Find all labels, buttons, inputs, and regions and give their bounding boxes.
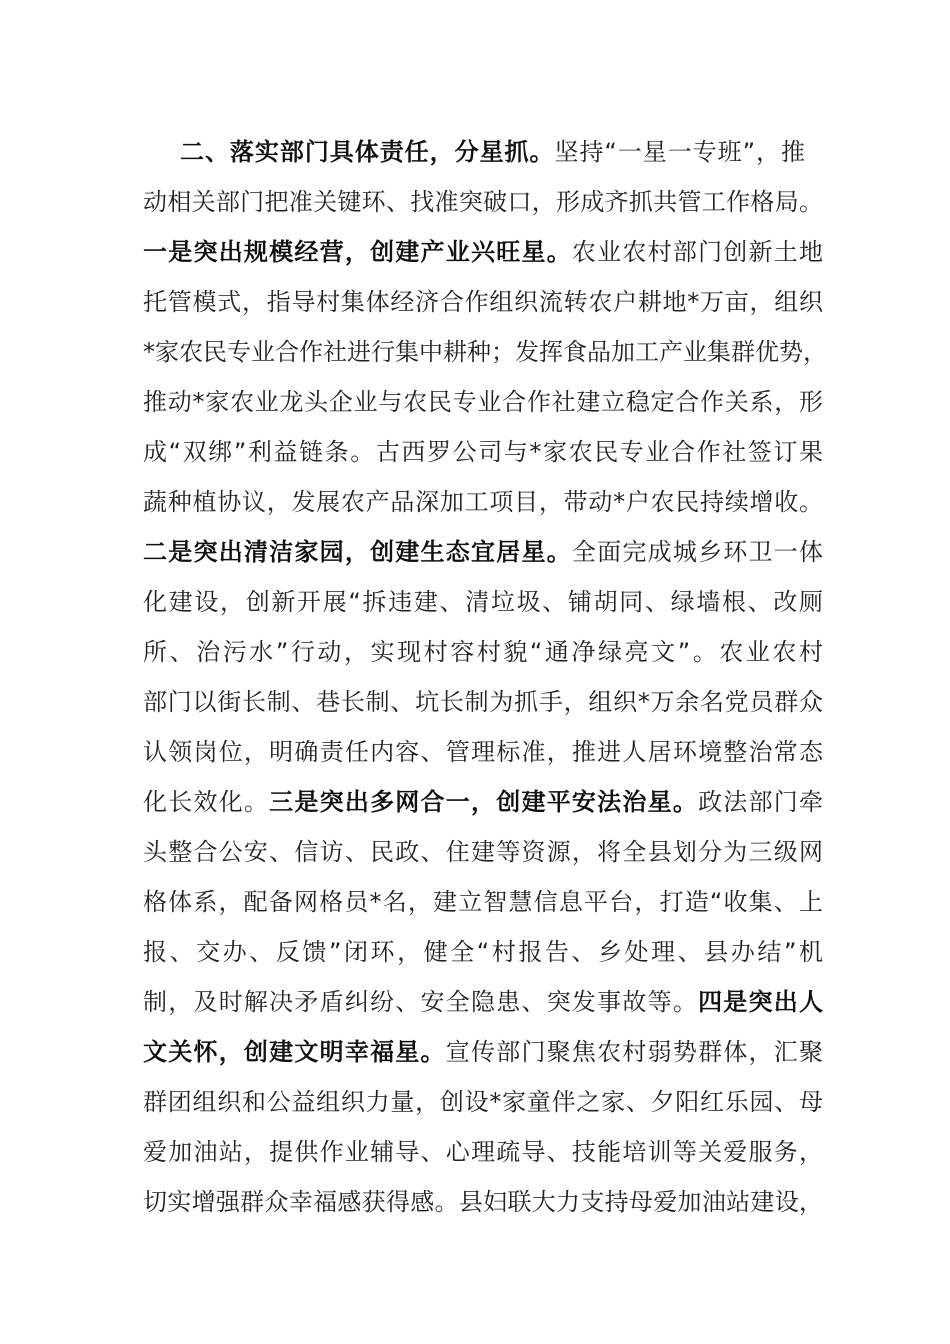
text-line xyxy=(143,627,823,677)
bold-heading-text: 文关怀，创建文明幸福星。 xyxy=(143,1038,446,1066)
text-line xyxy=(143,577,823,627)
body-text: 托管模式，指导村集体经济合作组织流转农户耕地*万亩，组织 xyxy=(143,288,823,316)
bold-heading-text: 一是突出规模经营，创建产业兴旺星。 xyxy=(143,238,572,266)
bold-heading-text: 二、落实部门具体责任，分星抓。 xyxy=(180,138,555,166)
body-text: 成“双绑”利益链条。古西罗公司与*家农民专业合作社签订果 xyxy=(143,438,823,466)
text-line xyxy=(143,527,823,577)
body-text: 全面完成城乡环卫一体 xyxy=(571,538,823,566)
text-line xyxy=(143,1027,823,1077)
body-text: 动相关部门把准关键环、找准突破口，形成齐抓共管工作格局。 xyxy=(143,188,823,216)
body-text: 格体系，配备网格员*名，建立智慧信息平台，打造“收集、上 xyxy=(143,888,823,916)
body-text: 切实增强群众幸福感获得感。县妇联大力支持母爱加油站建设， xyxy=(143,1188,823,1216)
bold-heading-text: 三是突出多网合一，创建平安法治星。 xyxy=(269,788,699,816)
body-text: 爱加油站，提供作业辅导、心理疏导、技能培训等关爱服务， xyxy=(143,1138,823,1166)
bold-heading-text: 二是突出清洁家园，创建生态宜居星。 xyxy=(143,538,572,566)
text-line xyxy=(143,177,823,227)
body-text: 认领岗位，明确责任内容、管理标准，推进人居环境整治常态 xyxy=(143,738,823,766)
body-text: 部门以街长制、巷长制、坑长制为抓手，组织*万余名党员群众 xyxy=(143,688,823,716)
body-text: 所、治污水”行动，实现村容村貌“通净绿亮文”。农业农村 xyxy=(143,638,823,666)
text-line xyxy=(143,1127,823,1177)
text-line xyxy=(143,377,823,427)
text-line xyxy=(143,227,823,277)
text-line xyxy=(143,727,823,777)
body-text: 头整合公安、信访、民政、住建等资源，将全县划分为三级网 xyxy=(143,838,823,866)
text-line xyxy=(143,327,827,377)
body-text: 化长效化。 xyxy=(143,788,270,816)
text-line xyxy=(143,477,823,527)
body-text: 蔬种植协议，发展农产品深加工项目，带动*户农民持续增收。 xyxy=(143,488,823,516)
text-line xyxy=(143,677,823,727)
text-line xyxy=(143,1077,823,1127)
body-text: 制，及时解决矛盾纠纷、安全隐患、突发事故等。 xyxy=(143,988,699,1016)
text-line xyxy=(143,977,823,1027)
body-text: 政法部门牵 xyxy=(698,788,824,816)
body-text: 推动*家农业龙头企业与农民专业合作社建立稳定合作关系，形 xyxy=(143,388,823,416)
text-line xyxy=(143,277,823,327)
body-text: 群团组织和公益组织力量，创设*家童伴之家、夕阳红乐园、母 xyxy=(143,1088,823,1116)
text-line xyxy=(143,877,823,927)
body-text: 宣传部门聚焦农村弱势群体，汇聚 xyxy=(445,1038,824,1066)
text-line xyxy=(143,827,823,877)
bold-heading-text: 四是突出人 xyxy=(698,988,824,1016)
body-text: 农业农村部门创新土地 xyxy=(571,238,823,266)
body-text: 坚持“一星一专班”，推 xyxy=(554,138,806,166)
body-text: 化建设，创新开展“拆违建、清垃圾、铺胡同、绿墙根、改厕 xyxy=(143,588,823,616)
text-line xyxy=(143,427,823,477)
text-line xyxy=(180,127,805,177)
text-line xyxy=(143,927,823,977)
body-text: 报、交办、反馈”闭环，健全“村报告、乡处理、县办结”机 xyxy=(143,938,823,966)
body-text: *家农民专业合作社进行集中耕种；发挥食品加工产业集群优势， xyxy=(143,338,827,366)
text-line xyxy=(143,777,823,827)
text-line xyxy=(143,1177,823,1227)
